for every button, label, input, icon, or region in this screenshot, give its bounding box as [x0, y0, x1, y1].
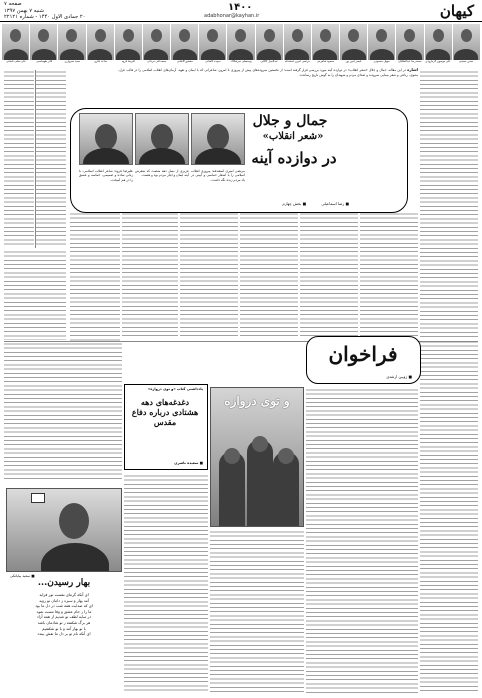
poem-title: بهار رسیدن...: [37, 578, 91, 588]
column-text: [306, 388, 418, 694]
column-text: [210, 530, 304, 694]
poet-portrait: [143, 24, 170, 60]
poet-portrait: [256, 24, 283, 60]
poet-name: عبدالجبار کاکایی: [260, 60, 278, 63]
column-text: [420, 70, 478, 338]
photo-caption: مرتضی امیری اسفندقه: پیروزی انقلاب اسلامی را با اشعار حماسی و آیینی در یاد مردم زنده نگه داشت.: [191, 169, 245, 182]
headline-line-1: جمال و جلال: [252, 113, 328, 129]
poet-name: مشفق کاشانی: [176, 60, 193, 63]
poem-line: ما را ز جام عشق و وفا مست نمود: [36, 608, 92, 614]
bylines: [268, 201, 349, 206]
page-label: صفحه ۷: [4, 1, 22, 7]
feature-box: [70, 108, 408, 213]
poet-name: ساعد باقری: [93, 60, 107, 63]
poet-name-strip: [2, 60, 480, 66]
poet-portrait: [2, 24, 29, 60]
poet-portrait: [58, 24, 85, 60]
book-review-box: [124, 384, 208, 470]
poet-portrait: [30, 24, 57, 60]
poem-line: هر برگ شکفته ز تو شادمان باشد: [37, 619, 91, 625]
byline-part: ■ بخش چهارم: [282, 201, 307, 206]
portrait-photo: [135, 113, 189, 165]
newspaper-logo: کیهان: [439, 2, 474, 20]
poet-name: علی موسوی گرمارودی: [425, 60, 451, 63]
farakhan-title: فراخوان: [328, 342, 398, 366]
poem-line: ای آنکه گرمای نفست نور فزاید: [39, 592, 89, 597]
box-title: دغدغه‌های دهه هشتادی درباره دفاع مقدس: [131, 397, 199, 427]
headline-line-2: «شعر انقلاب»: [262, 131, 324, 142]
site-address[interactable]: adabhonar@kayhan.ir: [204, 13, 260, 19]
poet-portrait: [284, 24, 311, 60]
column-text: [360, 212, 418, 336]
poet-portrait: [340, 24, 367, 60]
column-text: [4, 70, 34, 248]
poem-byline: ■ سعید بیابانکی: [10, 574, 35, 578]
poet-name: محمدعلی مردانی: [147, 60, 167, 63]
poet-portrait: [227, 24, 254, 60]
column-text: [122, 212, 178, 336]
book-cover-image: [210, 387, 304, 527]
issue-meta: [4, 1, 85, 21]
poem-line: آمد بهار و سبزه ز دامان تو روید: [39, 597, 89, 603]
poet-portrait: [396, 24, 423, 60]
poet-portrait: [368, 24, 395, 60]
poet-name: قادر طهماسبی: [36, 60, 53, 63]
column-text: [4, 250, 66, 340]
column-text: [70, 212, 120, 342]
intro-paragraph: [118, 68, 418, 108]
poet-portrait: [425, 24, 452, 60]
poem-body: [6, 592, 122, 696]
column-text: [180, 212, 238, 336]
poet-name: مرتضی امیری اسفندقه: [284, 60, 310, 63]
poet-name: سهیل محمودی: [373, 60, 390, 63]
poem-line: ای که صدایت همه شب در دل ما بود: [35, 603, 93, 609]
poet-portrait: [87, 24, 114, 60]
anniversary-mark: ۱۴۰۰: [228, 2, 253, 13]
column-text: [124, 474, 208, 694]
farakhan-box: [306, 336, 421, 384]
column-text: [300, 212, 358, 336]
photo-caption: عزیزی از نسل دهه شصت که شعرش آینه ایمان و ایثار مردم بود و هست.: [135, 169, 189, 178]
book-cover-title: و توی دروازه: [224, 394, 290, 408]
poem-line: با تو بهار آمد و با تو شکفتیم: [42, 625, 86, 631]
portrait-photo: [79, 113, 133, 165]
poem-line: ای آنکه نام تو بر دل ما نقش ببندد: [37, 631, 91, 637]
poet-portrait: [312, 24, 339, 60]
column-divider: [35, 70, 36, 248]
headline-line-3: در دوازده آینه: [251, 149, 337, 167]
poet-name: سپیده کاشانی: [205, 60, 221, 63]
poet-name: محمود شاهرخی: [316, 60, 335, 63]
poet-name: محمدرضا عبدالملکیان: [398, 60, 422, 63]
column-text: [4, 342, 122, 482]
column-text: [420, 340, 478, 694]
poet-portrait: [199, 24, 226, 60]
poet-photo: [6, 488, 122, 572]
date-line: شنبه ۷ بهمن ۱۳۹۷: [4, 7, 44, 14]
poet-portrait-strip: [2, 24, 480, 60]
poet-portrait: [115, 24, 142, 60]
byline-author: ■ رضا اسماعیلی: [321, 201, 349, 206]
column-text: [36, 70, 66, 248]
poet-name: علیرضا قزوه: [121, 60, 136, 63]
poet-name: علی معلم دامغانی: [6, 60, 26, 63]
intro-text: در این مقاله، جمال و جلال «شعر انقلاب» در دوازده آینه مورد بررسی قرار گرفته است؛ از نخستین سروده‌های پیش از پیروزی تا امروز، شاعرانی که با ایمان و تعهد، آرمان‌های انقلاب اسلامی را در قالب غزل، مثنوی، رباعی و شعر نیمایی سرودند و صدای مردم و شهیدان را به گوش تاریخ رساندند.: [118, 68, 418, 77]
poet-name: حمید سبزواری: [64, 60, 81, 63]
photo-caption: علیرضا قزوه: شاعر انقلاب اسلامی، با زبانی ساده و صمیمی، حماسه و عشق را در هم آمیخت.: [79, 169, 133, 182]
poet-portrait: [171, 24, 198, 60]
poet-name: قیصر امین پور: [345, 60, 362, 63]
box-byline: ■ سعیده ناصری: [174, 461, 203, 465]
poet-name: حسن حسینی: [458, 60, 474, 63]
poet-name: یوسفعلی میرشکاک: [230, 60, 252, 63]
poet-portrait: [453, 24, 480, 60]
issue-line: ۲۰ جمادی الاول ۱۴۴۰ - شماره ۲۲۱۲۱: [4, 14, 86, 20]
intro-kicker: اشاره: [407, 68, 418, 72]
column-text: [240, 212, 298, 336]
box-header: یادداشتی کتاب «و توی دروازه»: [147, 387, 203, 391]
masthead: [0, 0, 482, 22]
farakhan-byline: ■ ژوبین ارشدی: [386, 374, 412, 379]
poem-line: در سایه لطف تو شدیم از همه آزاد: [36, 614, 92, 620]
